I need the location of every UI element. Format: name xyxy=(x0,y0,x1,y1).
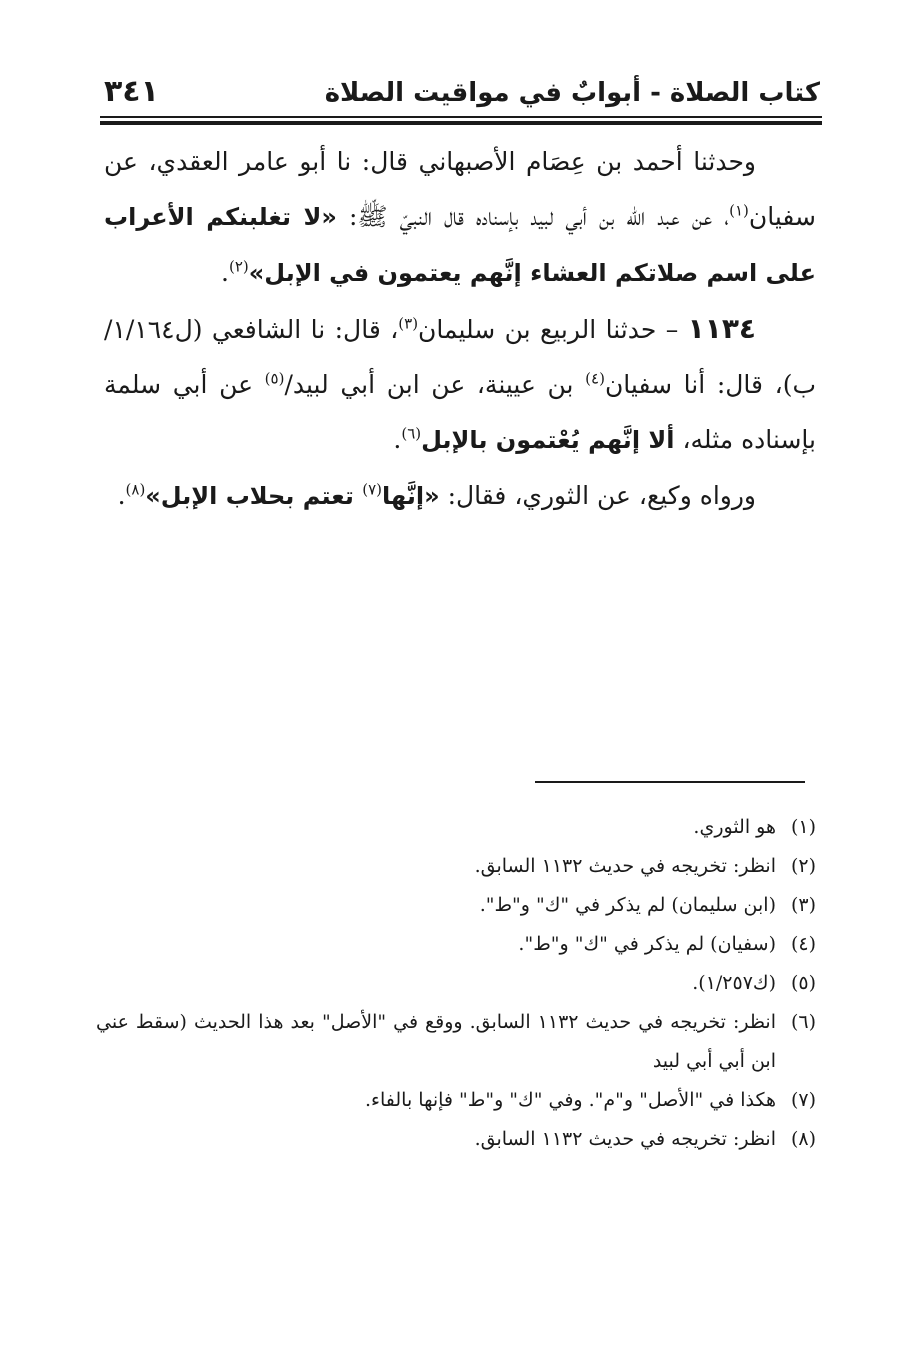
footnote-number: (٤) xyxy=(790,933,816,955)
footnote-ref-8[interactable]: (٨) xyxy=(125,480,146,499)
paragraph-3 xyxy=(104,468,816,524)
footnote-text: انظر: تخريجه في حديث ١١٣٢ السابق. ووقع في "الأصل" بعد هذا الحديث (سقط عني ابن أبي أبي لبيد xyxy=(96,1011,776,1072)
hadith-number: ١١٣٤ xyxy=(687,312,756,345)
paragraph-2 xyxy=(104,301,816,468)
chapter-title: كتاب الصلاة - أبوابٌ في مواقيت الصلاة xyxy=(324,78,820,108)
hadith-quote: ألا إنَّهم يُعْتمون بالإبل xyxy=(421,426,675,454)
footnote-3 xyxy=(96,886,816,925)
text-run: ، قال: نا الشافعي (ل١/١٦٤/ب)، قال: أنا سفيان xyxy=(104,315,816,399)
footnote-number: (٣) xyxy=(790,894,816,916)
footnote-number: (١) xyxy=(790,816,816,838)
footnote-ref-3[interactable]: (٣) xyxy=(398,314,419,333)
footnote-6 xyxy=(96,1003,816,1081)
header-rule-thick xyxy=(100,121,822,125)
footnote-text: هو الثوري. xyxy=(693,816,776,838)
footnote-number: (٦) xyxy=(790,1011,816,1033)
text-run: . xyxy=(221,258,229,287)
footnote-text: (سفيان) لم يذكر في "ك" و"ط". xyxy=(518,933,776,955)
hadith-quote: «لا تغلبنكم الأعراب على اسم صلاتكم العشاء إنَّهم يعتمون في الإبل» xyxy=(104,203,816,287)
running-header xyxy=(104,74,820,114)
footnote-ref-6[interactable]: (٦) xyxy=(401,424,422,443)
footnote-ref-1[interactable]: (١) xyxy=(729,201,749,220)
footnote-text: هكذا في "الأصل" و"م". وفي "ك" و"ط" فإنها بالفاء. xyxy=(365,1089,776,1111)
text-run: ، عن عبد الله بن أبي لبيد بإسناده قال النبيّ ﷺ: xyxy=(336,202,730,231)
hadith-quote: «إنَّها xyxy=(382,482,440,510)
footnote-number: (٥) xyxy=(790,972,816,994)
footnote-number: (٧) xyxy=(790,1089,816,1111)
footnote-number: (٨) xyxy=(790,1128,816,1150)
paragraph-1 xyxy=(104,134,816,301)
footnote-ref-7[interactable]: (٧) xyxy=(362,480,383,499)
main-text xyxy=(104,134,816,524)
footnote-ref-4[interactable]: (٤) xyxy=(585,369,605,388)
footnote-text: انظر: تخريجه في حديث ١١٣٢ السابق. xyxy=(474,1128,776,1150)
text-run: . xyxy=(117,481,126,510)
text-run: . xyxy=(393,425,402,454)
text-run: بن عيينة، عن ابن أبي لبيد/ xyxy=(284,370,586,399)
footnote-separator xyxy=(535,781,805,783)
footnote-text: انظر: تخريجه في حديث ١١٣٢ السابق. xyxy=(474,855,776,877)
footnotes xyxy=(96,808,816,1159)
footnote-7 xyxy=(96,1081,816,1120)
footnote-4 xyxy=(96,925,816,964)
footnote-ref-2[interactable]: (٢) xyxy=(229,257,249,276)
page-number: ٣٤١ xyxy=(104,74,159,109)
footnote-text: (ك١/٢٥٧). xyxy=(692,972,776,994)
header-rule-thin xyxy=(100,116,822,118)
text-run: – حدثنا الربيع بن سليمان xyxy=(418,315,688,344)
footnote-2 xyxy=(96,847,816,886)
footnote-text: (ابن سليمان) لم يذكر في "ك" و"ط". xyxy=(479,894,776,916)
footnote-ref-5[interactable]: (٥) xyxy=(264,369,285,388)
text-run: عن أبي سلمة بإسناده مثله، xyxy=(104,370,816,454)
text-run: ورواه وكيع، عن الثوري، فقال: xyxy=(439,481,756,510)
footnote-1 xyxy=(96,808,816,847)
footnote-5 xyxy=(96,964,816,1003)
footnote-8 xyxy=(96,1120,816,1159)
text-run: وحدثنا أحمد بن عِصَام الأصبهاني قال: نا أبو عامر العقدي، عن سفيان xyxy=(104,147,816,231)
hadith-quote: تعتم بحلاب الإبل» xyxy=(145,482,363,510)
footnote-number: (٢) xyxy=(790,855,816,877)
